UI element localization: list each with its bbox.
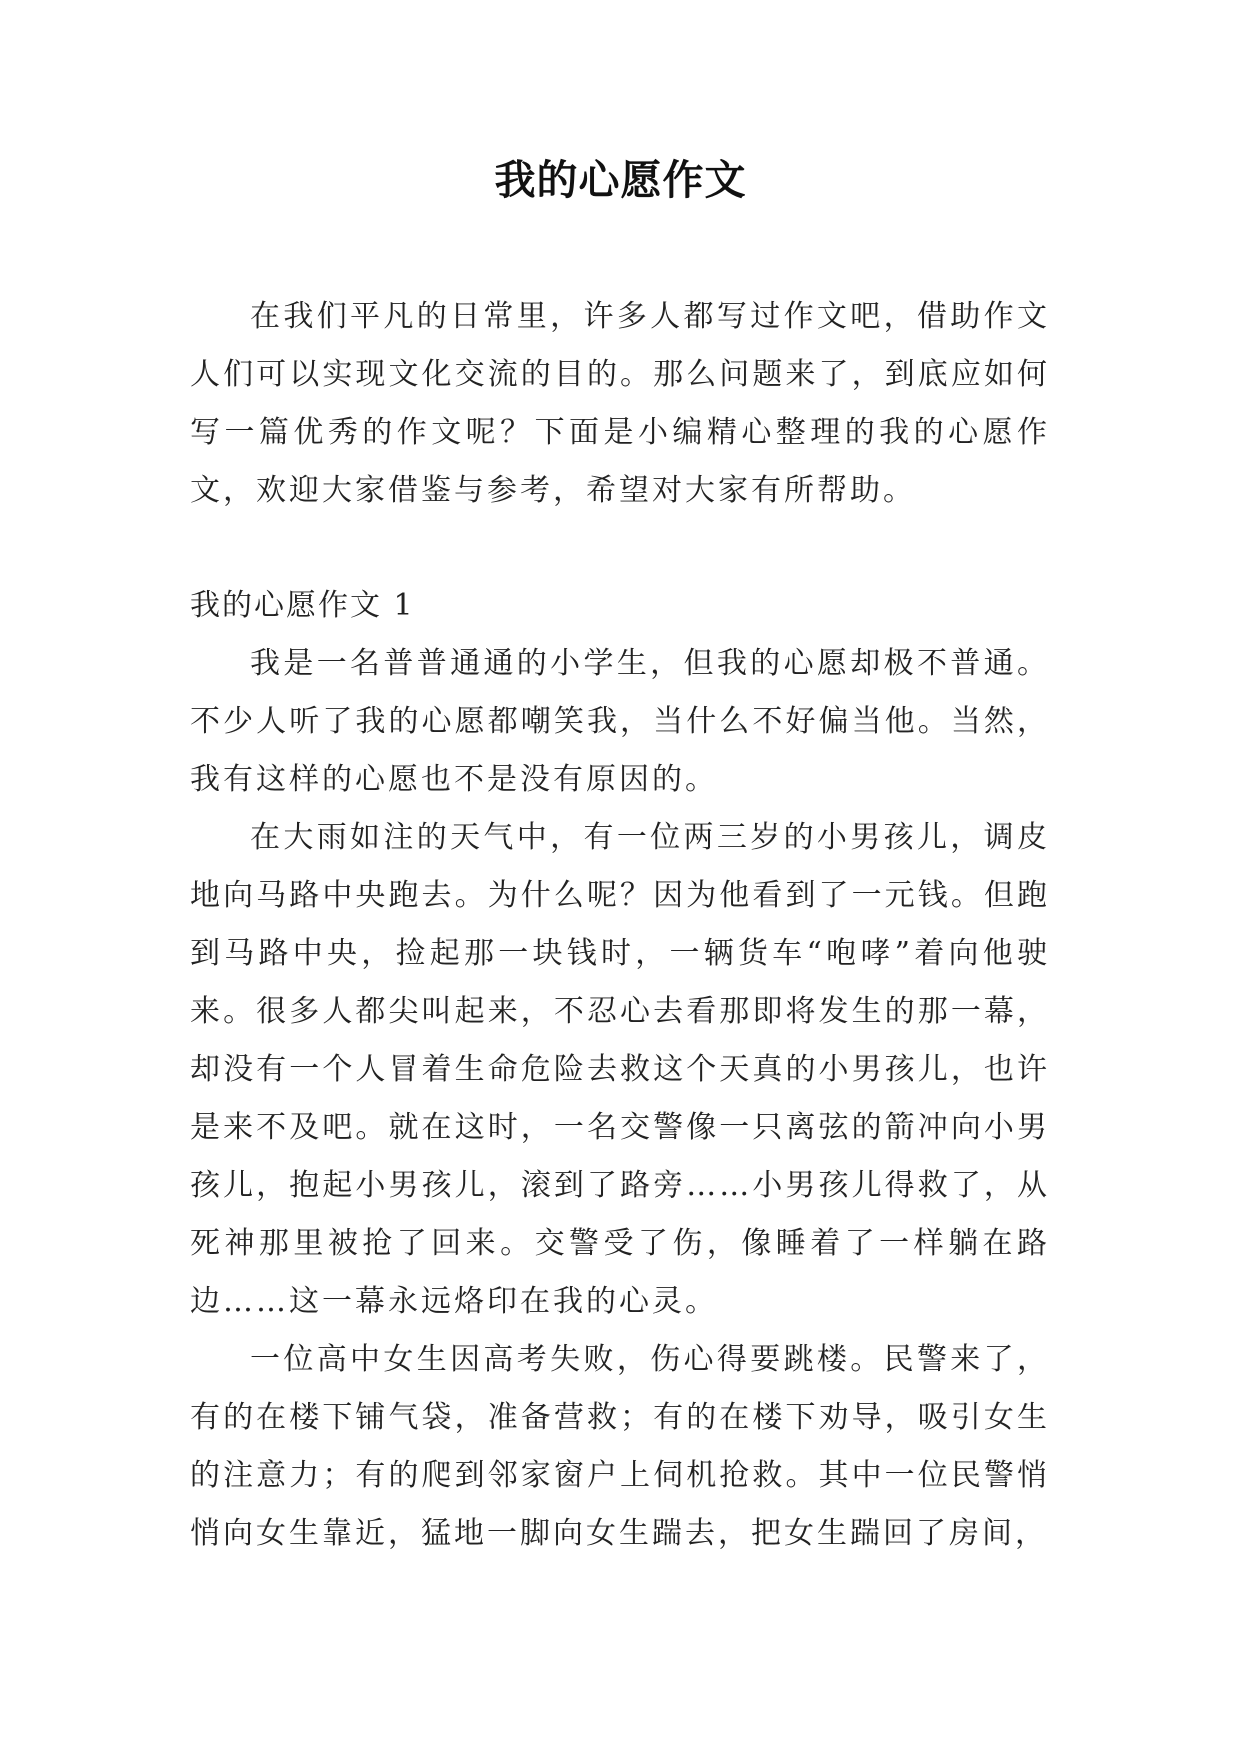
intro-paragraph: 在我们平凡的日常里，许多人都写过作文吧，借助作文人们可以实现文化交流的目的。那么问题来了，到底应如何写一篇优秀的作文呢？下面是小编精心整理的我的心愿作文，欢迎大家借鉴与参考，希望对大家有所帮助。	[190, 299, 1050, 508]
section-heading: 我的心愿作文 1	[190, 588, 415, 623]
document-title: 我的心愿作文	[494, 156, 747, 204]
intro-block	[190, 288, 1050, 520]
essay-paragraph-1: 我是一名普普通通的小学生，但我的心愿却极不普通。不少人听了我的心愿都嘲笑我，当什么不好偏当他。当然，我有这样的心愿也不是没有原因的。	[190, 646, 1050, 797]
essay-paragraph-3: 一位高中女生因高考失败，伤心得要跳楼。民警来了，有的在楼下铺气袋，准备营救；有的在楼下劝导，吸引女生的注意力；有的爬到邻家窗户上伺机抢救。其中一位民警悄悄向女生靠近，猛地一脚向女生踹去，把女生踹回了房间，	[190, 1342, 1050, 1551]
essay-section-1	[190, 577, 1050, 1563]
essay-paragraph-2: 在大雨如注的天气中，有一位两三岁的小男孩儿，调皮地向马路中央跑去。为什么呢？因为他看到了一元钱。但跑到马路中央，捡起那一块钱时，一辆货车“咆哮”着向他驶来。很多人都尖叫起来，不忍心去看那即将发生的那一幕，却没有一个人冒着生命危险去救这个天真的小男孩儿，也许是来不及吧。就在这时，一名交警像一只离弦的箭冲向小男孩儿，抱起小男孩儿，滚到了路旁……小男孩儿得救了，从死神那里被抢了回来。交警受了伤，像睡着了一样躺在路边……这一幕永远烙印在我的心灵。	[190, 820, 1050, 1319]
